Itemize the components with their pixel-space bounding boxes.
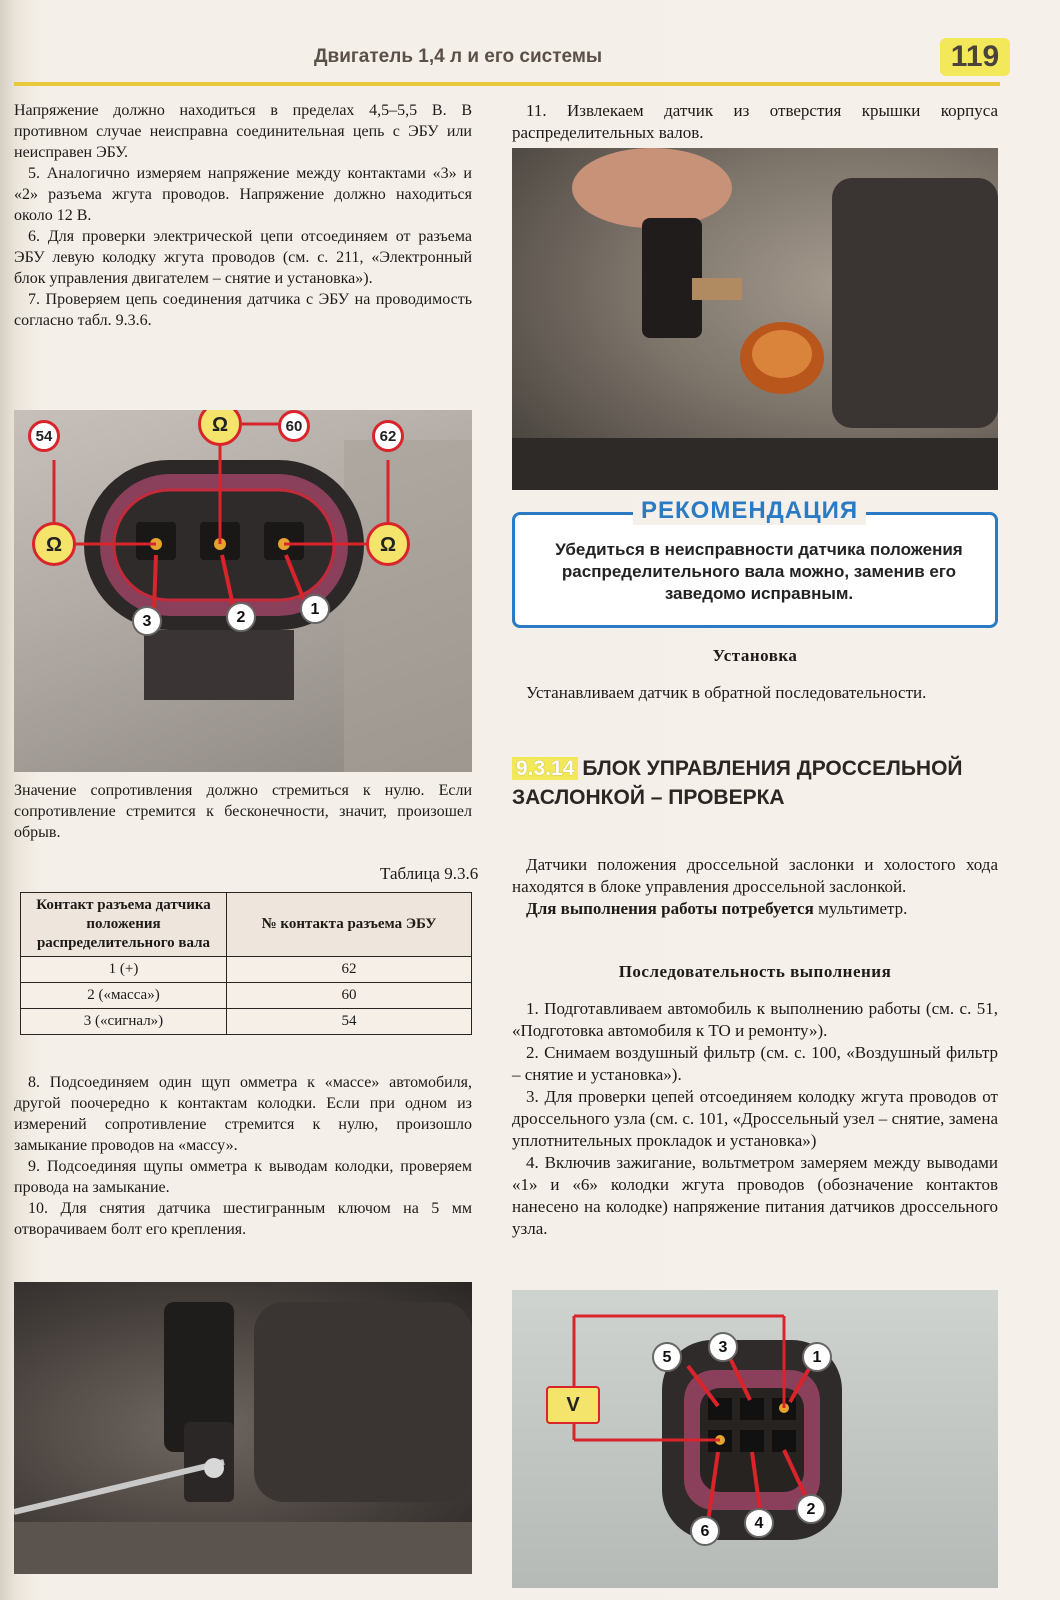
left-column-mid-text [14, 780, 472, 843]
page-header [14, 40, 1000, 86]
header-rule [14, 82, 1000, 86]
ohm-marker-top: Ω [198, 410, 242, 446]
step-item: 2. Снимаем воздушный фильтр (см. с. 100, «Воздушный фильтр – снятие и установка»). [512, 1043, 998, 1084]
right-column-mid-text [512, 854, 998, 920]
wire-number-62: 62 [372, 420, 404, 452]
paragraph: 10. Для снятия датчика шестигранным ключом на 5 мм отворачиваем болт его крепления. [14, 1200, 472, 1238]
throttle-connector-illustration [512, 1290, 998, 1588]
pin-label-1: 1 [802, 1342, 832, 1372]
table-header-cell: № контакта разъема ЭБУ [227, 893, 472, 957]
wire-number-60: 60 [278, 410, 310, 442]
paragraph: 9. Подсоединяя щупы омметра к выводам колодки, проверяем провода на замыкание. [14, 1158, 472, 1196]
wire-number-54: 54 [28, 420, 60, 452]
table-header-row [21, 893, 472, 957]
paragraph: Устанавливаем датчик в обратной последовательности. [526, 683, 927, 702]
section-number: 9.3.14 [512, 757, 578, 780]
pin-label-5: 5 [652, 1342, 682, 1372]
sequence-heading: Последовательность выполнения [618, 962, 892, 981]
left-column-top-text [14, 100, 472, 331]
table-cell: 54 [227, 1009, 472, 1035]
table-header-cell: Контакт разъема датчика положения распределительного вала [21, 893, 227, 957]
voltmeter-marker: V [546, 1386, 600, 1424]
table-cell: 60 [227, 983, 472, 1009]
ohm-marker-left: Ω [32, 522, 76, 566]
pin-label-4: 4 [744, 1508, 774, 1538]
step-item: 4. Включив зажигание, вольтметром замеряем между выводами «1» и «6» колодки жгута проводов (обозначение контактов нанесено на колодке) напряжение питания датчиков дроссельного узла. [512, 1153, 998, 1238]
table-cell: 3 («сигнал») [21, 1009, 227, 1035]
table-row [21, 957, 472, 983]
recommendation-title: РЕКОМЕНДАЦИЯ [633, 497, 866, 525]
paragraph: Датчики положения дроссельной заслонки и холостого хода находятся в блоке управления дроссельной заслонкой. [512, 855, 998, 896]
paragraph: Значение сопротивления должно стремиться к нулю. Если сопротивление стремится к бесконечности, значит, произошел обрыв. [14, 782, 472, 841]
pin-label-6: 6 [690, 1516, 720, 1546]
sensor-extraction-illustration [512, 148, 998, 490]
recommendation-box [512, 497, 998, 628]
connector-photo-ohm [14, 410, 472, 772]
paragraph: 11. Извлекаем датчик из отверстия крышки корпуса распределительных валов. [512, 101, 998, 142]
contacts-table [20, 892, 472, 1035]
pin-label-1: 1 [300, 594, 330, 624]
install-heading: Установка [712, 646, 798, 665]
paragraph: 8. Подсоединяем один щуп омметра к «массе» автомобиля, другой поочередно к контактам колодки. Если при одном из измерений сопротивление стремится к нулю, произошло замыкание проводов на «массу». [14, 1074, 472, 1154]
pin-label-2: 2 [226, 602, 256, 632]
connector-illustration [14, 410, 472, 772]
ohm-marker-right: Ω [366, 522, 410, 566]
sensor-removal-photo [14, 1282, 472, 1574]
pin-label-3: 3 [132, 606, 162, 636]
paragraph: Напряжение должно находиться в пределах 4,5–5,5 В. В противном случае неисправна соединительная цепь с ЭБУ или неисправен ЭБУ. [14, 102, 472, 161]
table-cell: 2 («масса») [21, 983, 227, 1009]
sensor-removal-illustration [14, 1282, 472, 1574]
pin-label-2: 2 [796, 1494, 826, 1524]
table-row [21, 1009, 472, 1035]
paragraph: 6. Для проверки электрической цепи отсоединяем от разъема ЭБУ левую колодку жгута проводов (см. с. 211, «Электронный блок управления двигателем – снятие и установка»). [14, 228, 472, 287]
left-column-bottom-text [14, 1072, 472, 1240]
pin-label-3: 3 [708, 1332, 738, 1362]
page-number: 119 [940, 38, 1010, 76]
paragraph: 7. Проверяем цепь соединения датчика с ЭБУ на проводимость согласно табл. 9.3.6. [14, 291, 472, 329]
step-item: 1. Подготавливаем автомобиль к выполнению работы (см. с. 51, «Подготовка автомобиля к ТО и ремонту»). [512, 999, 998, 1040]
section-heading [512, 754, 998, 812]
tools-paragraph [512, 898, 998, 920]
table-row [21, 983, 472, 1009]
sensor-extraction-photo [512, 148, 998, 490]
paragraph: 5. Аналогично измеряем напряжение между контактами «3» и «2» разъема жгута проводов. Напряжение должно находиться около 12 В. [14, 165, 472, 224]
recommendation-text: Убедиться в неисправности датчика положения распределительного вала можно, заменив его заведомо исправным. [555, 540, 963, 603]
right-column-top-text [512, 100, 998, 144]
tools-text: мультиметр. [813, 899, 908, 918]
table-caption: Таблица 9.3.6 [380, 864, 479, 883]
table-cell: 62 [227, 957, 472, 983]
section-title: БЛОК УПРАВЛЕНИЯ ДРОССЕЛЬНОЙ ЗАСЛОНКОЙ – ПРОВЕРКА [512, 757, 963, 809]
tools-label: Для выполнения работы потребуется [526, 899, 814, 918]
step-item: 3. Для проверки цепей отсоединяем колодку жгута проводов от дроссельного узла (см. с. 101, «Дроссельный узел – снятие, замена уплотнительных прокладок и установка») [512, 1087, 998, 1150]
sequence-steps [512, 998, 998, 1240]
install-text-block [512, 682, 998, 704]
header-title: Двигатель 1,4 л и его системы [314, 46, 603, 67]
throttle-connector-photo [512, 1290, 998, 1588]
table-cell: 1 (+) [21, 957, 227, 983]
